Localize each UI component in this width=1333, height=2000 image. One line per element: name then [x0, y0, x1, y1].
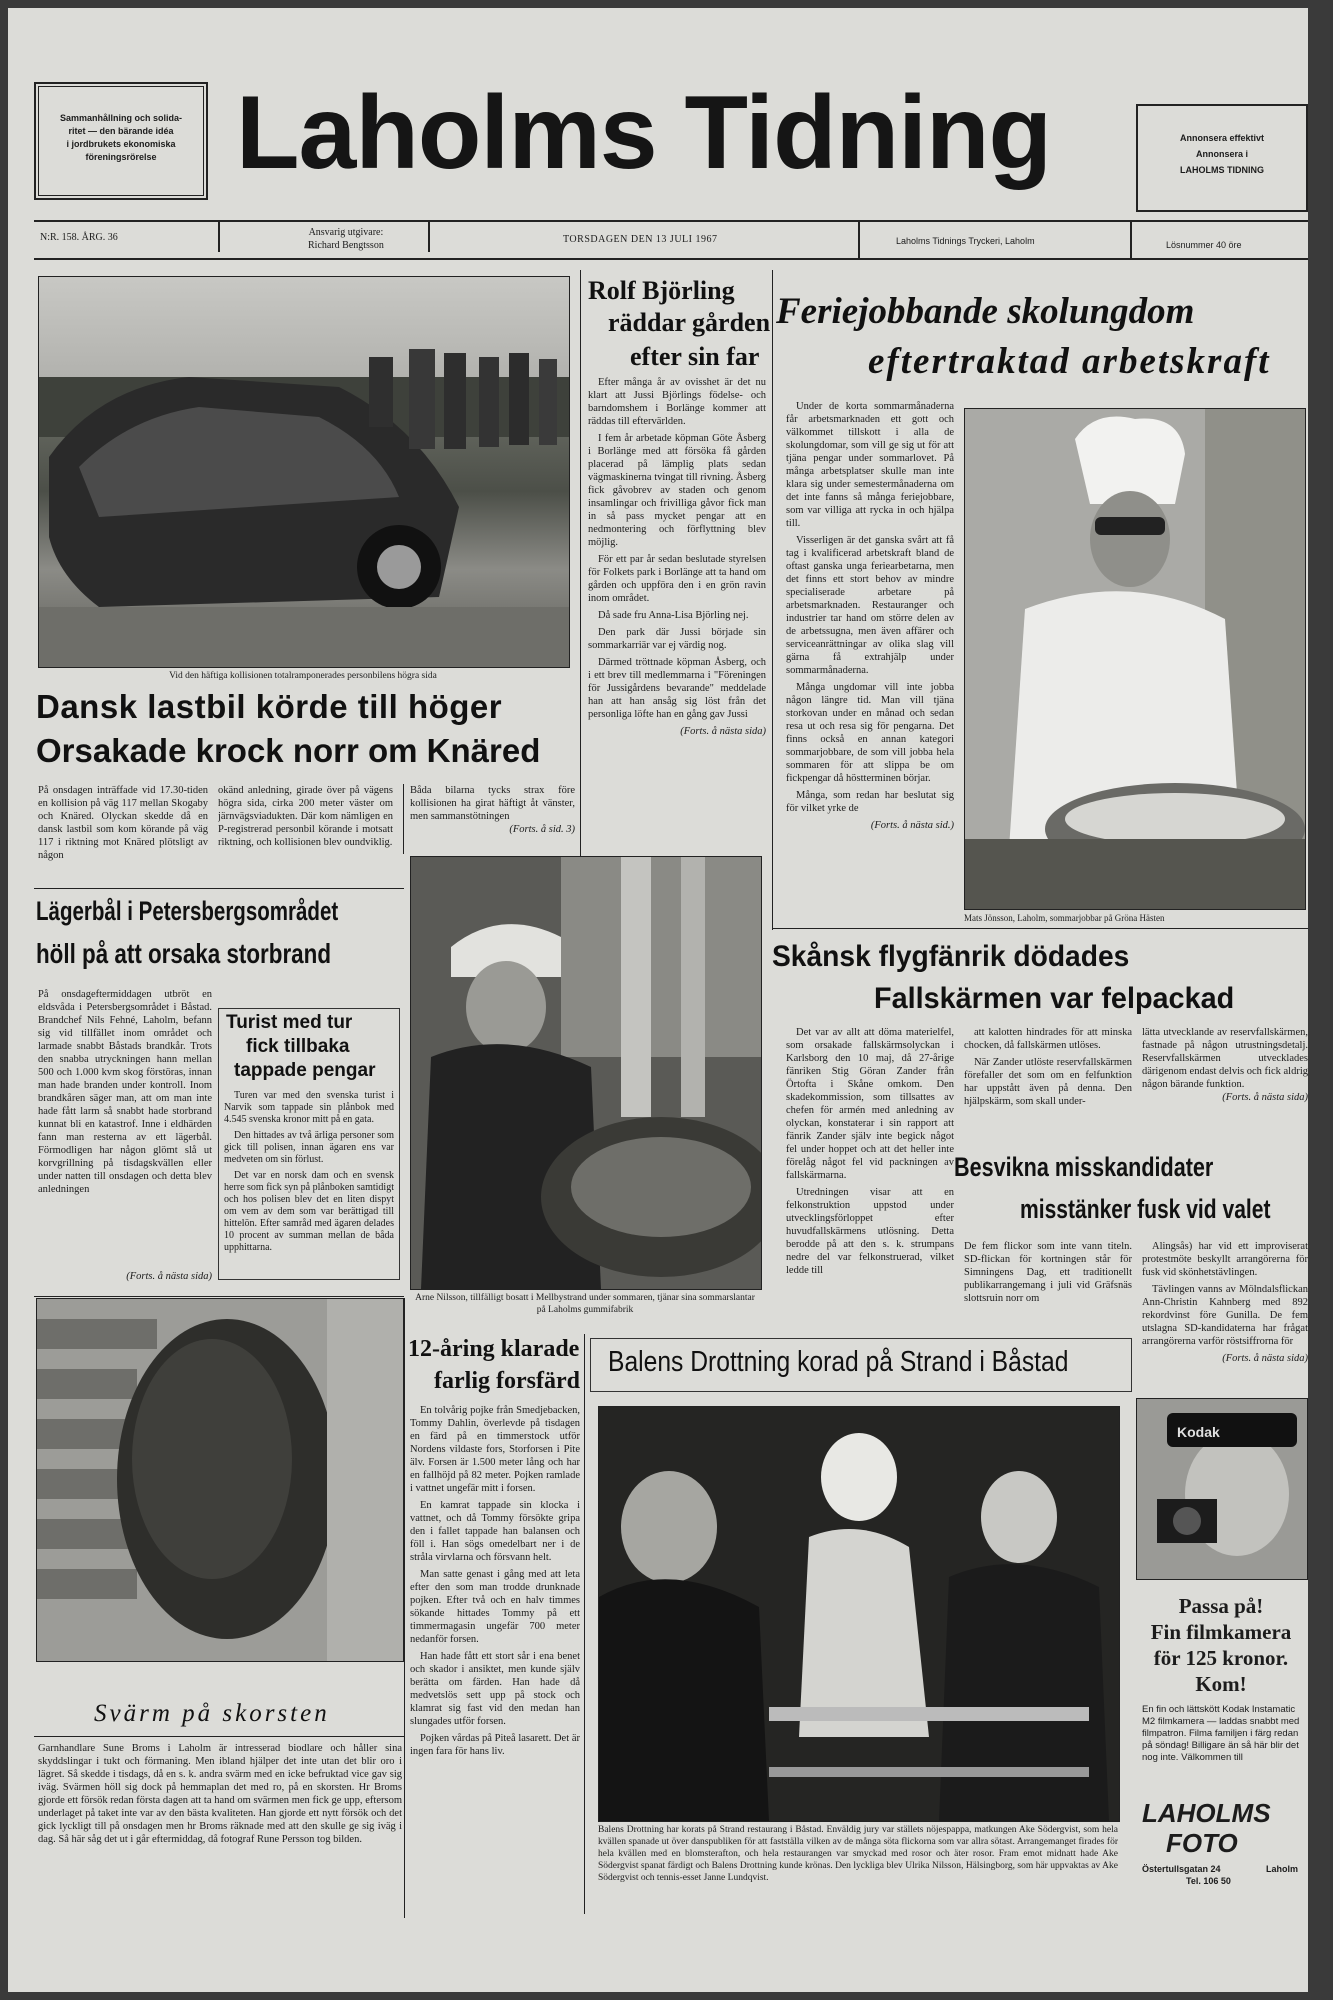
bjorling-paragraph: Då sade fru Anna-Lisa Björling nej. [598, 610, 749, 621]
bjorling-paragraph: I fem år arbetade köpman Göte Åsberg i Borlänge med att försöka få gården placerad på lämplig plats sedan vägmaskinerna tvingat till rivning. Åsberg fick gåvobrev av staden och genom insamlingar och frivilliga gåvor fick man in så pass mycket pengar att en nedmontering och förflyttning blev möjlig. [588, 433, 766, 548]
flyg-paragraph: Utredningen visar att en felkonstruktion uppstod under utvecklingsförloppet efter huvudfallskärmens utlösning. Detta berodde på att den s. k. strumpans nedre del var felkonstruerad, vilket ledde till [786, 1187, 954, 1276]
crash-column-1: På onsdagen inträffade vid 17.30-tiden en kollision på väg 117 mellan Skogaby och Knäred. Olyckan skedde då en dansk lastbil som kom körande på väg 117 i riktning mot Knäred plötsligt av någon [38, 785, 208, 861]
flyg-column-1 [786, 1026, 954, 1281]
lagerbal-fort: (Forts. å nästa sida) [126, 1271, 212, 1282]
crash-fort: (Forts. å sid. 3) [509, 824, 575, 835]
turist-headline-1: Turist med tur [226, 1012, 353, 1033]
ferie-body [786, 400, 954, 832]
turist-body [224, 1090, 394, 1276]
miss-column-1: De fem flickor som inte vann titeln. SD-flickan för kortningen står för Simningens Dag, ett traditionellt publikarrangemang i juli vid Gräfsnäs slottsruin norr om [964, 1241, 1132, 1304]
flyg-paragraph: När Zander utlöste reservfallskärmen förefaller det som om en felfunktion har uppstått även på denna. Den hjälpskärm, som skall under- [964, 1057, 1132, 1107]
chef-image [965, 409, 1305, 909]
chef-photo [964, 408, 1306, 910]
crash-column-3 [410, 784, 575, 836]
ad-line-2: Fin filmkamera [1150, 1620, 1292, 1644]
bee-headline: Svärm på skorsten [94, 1700, 330, 1727]
turist-headline-3: tappade pengar [234, 1060, 376, 1081]
bjorling-body [588, 376, 766, 738]
tolv-paragraph: Man satte genast i gång med att leta efter den som man trodde drunknade pojken. Efter två och en halv timmes sökande hittades Tommy på ett timmermagasin ungefär 700 meter nedanför forsen. [410, 1569, 580, 1645]
ferie-fort: (Forts. å nästa sid.) [870, 820, 954, 831]
ad-box-line: Annonsera i [1195, 149, 1248, 159]
printer-info: Laholms Tidnings Tryckeri, Laholm [896, 236, 1035, 246]
miss-headline-1: Besvikna misskandidater [954, 1152, 1214, 1182]
balens-headline: Balens Drottning korad på Strand i Båstad [608, 1346, 1069, 1378]
tolv-paragraph: Han hade fått ett stort sår i ena benet och skador i ansiktet, men kunde själv berätta om färden. Han hade då medvetslös sett upp på stock och klamrat sig fast vid den medan han slungades utför forsen. [410, 1651, 580, 1727]
flyg-column-2 [964, 1026, 1132, 1112]
slogan-line: i jordbrukets ekonomiska [66, 139, 176, 149]
slogan-line: ritet — den bärande idéa [68, 126, 174, 136]
tolv-headline-2: farlig forsfärd [434, 1368, 580, 1394]
lagerbal-body [38, 988, 212, 1288]
ad-box-line: Annonsera effektivt [1179, 133, 1265, 143]
ferie-paragraph: Visserligen är det ganska svårt att få tag i kvalificerad arbetskraft bland de oftast ganska unga feriearbetarna, men det finns ett stort behov av mindre specialiserade arbetare på arbetsmarknaden. Restauranger och industrier tar hand om större delen av de arbetssugna, men även affärer och serviceanrättningar av olika slag vill gärna få extrahjälp under sommarmånaderna. [786, 535, 954, 676]
issue-date: TORSDAGEN DEN 13 JULI 1967 [563, 234, 718, 245]
shop-address: Östertullsgatan 24 [1142, 1864, 1221, 1874]
lagerbal-headline-2: höll på att orsaka storbrand [36, 938, 331, 969]
tolv-paragraph: En kamrat tappade sin klocka i vattnet, och då Tommy försökte gripa den i fallet tappade han balansen och föll i. Han sögs omedelbart ner i de stråla virvlarna och försvann helt. [410, 1500, 580, 1563]
flyg-paragraph: att kalotten hindrades för att minska chocken, då fallskärmen utlöses. [964, 1027, 1132, 1051]
lagerbal-headline-1: Lägerbål i Petersbergsområdet [36, 896, 339, 926]
miss-fort: (Forts. å nästa sida) [1222, 1353, 1308, 1364]
miss-paragraph: Alingsås) har vid ett improviserat protestmöte beskyllt arrangörerna för fusk vid skönhetstävlingen. [1142, 1241, 1308, 1278]
slogan-line: föreningsrörelse [85, 152, 157, 162]
newspaper-title: Laholms Tidning [236, 75, 1052, 191]
bjorling-paragraph: För ett par år sedan beslutade styrelsen för Folkets park i Borlänge att ta hand om gården och uppföra den i en grön ravin inom området. [588, 554, 766, 604]
ad-line-4: Kom! [1195, 1672, 1247, 1696]
shop-town: Laholm [1266, 1864, 1299, 1874]
tolv-body [410, 1404, 580, 1762]
ad-box-line: LAHOLMS TIDNING [1180, 165, 1264, 175]
turist-paragraph: Den hittades av två ärliga personer som gick till polisen, innan ägaren ens var medveten om sin förlust. [224, 1130, 394, 1165]
bjorling-headline-3: efter sin far [630, 342, 760, 371]
bee-swarm-photo [36, 1298, 404, 1662]
newspaper-page [8, 8, 1308, 1992]
bjorling-headline-1: Rolf Björling [588, 276, 735, 305]
editor-block [308, 226, 384, 252]
kodak-image [1137, 1399, 1307, 1579]
ad-line-1: Passa på! [1178, 1594, 1264, 1618]
shop-name-1: LAHOLMS [1142, 1798, 1271, 1828]
factory-caption: Arne Nilsson, tillfälligt bosatt i Mellbystrand under sommaren, tjänar sina sommarslantar på Laholms gummifabrik [415, 1293, 755, 1315]
tolv-headline-1: 12-åring klarade [408, 1336, 580, 1362]
ad-body: En fin och lättskött Kodak Instamatic M2 filmkamera — laddas snabbt med filmpatron. Filma familjen i färg redan på söndag! Billigare än så här blir det nog inte. Välkommen till [1142, 1704, 1300, 1763]
crash-photo [38, 276, 570, 668]
miss-column-2 [1142, 1240, 1308, 1365]
turist-headline-2: fick tillbaka [246, 1036, 350, 1057]
balens-image [599, 1407, 1119, 1821]
bjorling-headline-2: räddar gården [608, 308, 771, 337]
bjorling-paragraph: Den park där Jussi började sin sommarkarriär var ej värdig nog. [588, 627, 766, 651]
crash-col3-text: Båda bilarna tycks strax före kollisionen ha girat häftigt åt vänster, men sammanstötningen [410, 785, 575, 822]
ad-line-3: för 125 kronor. [1153, 1646, 1289, 1670]
bjorling-paragraph: Därmed tröttnade köpman Åsberg, och i ett brev till medlemmarna i "Föreningen för Jussigårdens bevarande" meddelade han att han ansåg sig löst från det personliga löfte han en gång gav Jussi [588, 657, 766, 720]
bee-swarm-image [37, 1299, 403, 1661]
shop-name-2: FOTO [1166, 1828, 1238, 1858]
kodak-ad [1136, 1398, 1308, 1938]
editor-label: Ansvarig utgivare: [308, 227, 384, 238]
crash-headline-1: Dansk lastbil körde till höger [36, 688, 503, 725]
factory-photo [410, 856, 762, 1290]
kodak-photo [1136, 1398, 1308, 1580]
masthead-slogan-box [34, 82, 208, 200]
bee-body [38, 1742, 402, 1846]
crash-column-2: okänd anledning, girade över på vägens högra sida, cirka 200 meter väster om järnvägsviadukten. Där kom nämligen en P-registrerad personbil körande i motsatt riktning, och kollisionen blev oundviklig. [218, 785, 393, 848]
tolv-paragraph: En tolvårig pojke från Smedjebacken, Tommy Dahlin, överlevde på tisdagen en färd på en timmerstock utför Nordens vildaste fors, Storforsen i Pite älv. Forsen är 1.500 meter lång och har en fallhöjd på 82 meter. Pojken ramlade i vattnet ungefär mitt i forsen. [410, 1405, 580, 1494]
ferie-headline-2: eftertraktad arbetskraft [868, 341, 1271, 382]
bjorling-paragraph: Efter många år av ovisshet är det nu klart att Jussi Björlings födelse- och barndomshem i Borlänge kommer att räddas till eftervärlden. [588, 377, 766, 427]
issue-number: N:R. 158. ÅRG. 36 [40, 232, 118, 243]
ferie-headline-1: Feriejobbande skolungdom [776, 291, 1195, 332]
ferie-paragraph: Under de korta sommarmånaderna får arbetsmarknaden ett gott och välkommet tillskott i alla de skolungdomar, som vill ge sig ut för att tjäna pengar under sommarlovet. På många arbetsplatser skulle man inte klara sig under semestermånaderna om det inte fanns så många feriejobbare, som var villiga att rycka in och hjälpa till. [786, 401, 954, 529]
lagerbal-text: På onsdageftermiddagen utbröt en eldsvåda i Petersbergsområdet i Båstad. Brandchef Nils Fehné, Laholm, befann sig vid tillfället inom området och larmade snabbt Båstads brandkår. Trots den snabba utryckningen hann mellan 500 och 1.000 kvm skog förstöras, innan man hade branden under kontroll. Inom brandkåren säger man, att om man inte hade fått larm så snabbt hade storbrand kunnat bli en katastrof. Inne i eldhärden fann man resterna av ett lägerbål. Förmodligen har någon glömt slå ut korvgrillning på tisdagskvällen eller under natten till onsdagen och detta blev anledningen [38, 989, 212, 1195]
miss-paragraph: Tävlingen vanns av Mölndalsflickan Ann-Christin Kahnberg med 892 rekordvinst före Gunilla. De fem utslagna SD-kandidaterna har frågat arrangörerna varför röstsiffrorna för [1142, 1284, 1308, 1347]
crash-caption: Vid den häftiga kollisionen totalramponerades personbilens högra sida [169, 671, 437, 681]
bee-text: Garnhandlare Sune Broms i Laholm är intresserad biodlare och håller sina skyddslingar i tukt och förmaning. Men ibland hjälper det inte utan det blir oro i lägret. Så skedde i tisdags, då en s. k. andra svärm med en icke befruktad vice gav sig iväg. Svärmen höll sig dock på hemmaplan det med ro, på en skorsten. Hr Broms gjorde ett försök redan första dagen att ta hand om svärmen men fick ge upp, eftersom underlaget på taket inte var av den bästa kvaliteten. Han gjorde ett nytt försök och det gick lyckligt till på onsdagen men hr Broms räknade med att den skulle ge sig iväg i dag. Så här såg det ut i går eftermiddag, då fotograf Rune Persson tog bilden. [38, 1743, 402, 1845]
miss-headline-2: misstänker fusk vid valet [1020, 1194, 1271, 1224]
masthead-ad-box [1136, 104, 1308, 212]
bjorling-fort: (Forts. å nästa sida) [680, 726, 766, 737]
flyg-headline-1: Skånsk flygfänrik dödades [772, 940, 1130, 973]
balens-photo [598, 1406, 1120, 1822]
flyg-column-3 [1142, 1026, 1308, 1104]
ferie-paragraph: Många ungdomar vill inte jobba någon längre tid. Man vill tjäna storkovan under en månad och sedan resa ut och resa sig för pengarna. Det finns också en annan kategori sommarjobbare, de som vill jobba hela sommaren för att slippa be om fickpengar då höstterminen börjar. [786, 682, 954, 784]
ferie-paragraph: Många, som redan har beslutat sig för vilket yrke de [786, 790, 954, 814]
turist-paragraph: Turen var med den svenska turist i Narvik som tappade sin plånbok med 4.545 svenska kronor mitt på en gata. [224, 1090, 394, 1125]
chef-caption: Mats Jönsson, Laholm, sommarjobbar på Gröna Hästen [964, 913, 1165, 923]
flyg-paragraph: Det var av allt att döma materielfel, som orsakade fallskärmsolyckan i Karlsborg den 10 maj, då 27-årige fänriken Stig Göran Zander från Örtofta i Skåne omkom. Den skadekommission, som tillsattes av chefen för armén med anledning av olyckan, konstaterar i sin rapport att fänrik Zander själv inte begick något fel under hoppet och att det heller inte förelåg något fel vid packningen av fallskärmarna. [786, 1027, 954, 1181]
shop-tel: Tel. 106 50 [1186, 1876, 1231, 1886]
flyg-fort: (Forts. å nästa sida) [1222, 1092, 1308, 1103]
crash-headline-2: Orsakade krock norr om Knäred [36, 732, 541, 769]
flyg-headline-2: Fallskärmen var felpackad [874, 982, 1235, 1015]
tolv-paragraph: Pojken vårdas på Piteå lasarett. Det är ingen fara för hans liv. [410, 1733, 580, 1757]
factory-image [411, 857, 761, 1289]
balens-caption: Balens Drottning har korats på Strand restaurang i Båstad. Enväldig jury var ställets nöjespappa, matkungen Ake Södergvist, som hela kvällen spanade ut över danspubliken för att fastställa vilken av de många söta flickorna som var allra sötast. Arrangemanget firades för hela kvällen med en blomsterafton, och hela restaurangen var smyckad med rosor och äter rosor. Fram emot midnatt hade Ake Södergvist spanat färdigt och Balens Drottning kunde krönas. Den lyckliga blev Ulrika Nilsson, Hälsingborg, som här uppvaktas av Ake Södergvist och tennis-esset Janne Lundqvist. [598, 1825, 1118, 1883]
flyg-col3-text: lätta utvecklande av reservfallskärmen, fastnade på någon utrustningsdetalj. Reservfallskärmen utvecklades därigenom endast delvis och fick aldrig någon bärande funktion. [1142, 1027, 1308, 1090]
editor-name: Richard Bengtsson [308, 240, 384, 251]
turist-paragraph: Det var en norsk dam och en svensk herre som fick syn på plånboken samtidigt och hos polisen blev det en liten dispyt om vem av dem som var berättigad till hittelön. Efter samråd med ägaren delades 10 procent av summan mellan de båda upphittarna. [224, 1170, 394, 1253]
price: Lösnummer 40 öre [1166, 240, 1242, 250]
crash-car-image [39, 277, 569, 667]
kodak-logo: Kodak [1177, 1424, 1220, 1440]
slogan-line: Sammanhållning och solida- [59, 113, 183, 123]
